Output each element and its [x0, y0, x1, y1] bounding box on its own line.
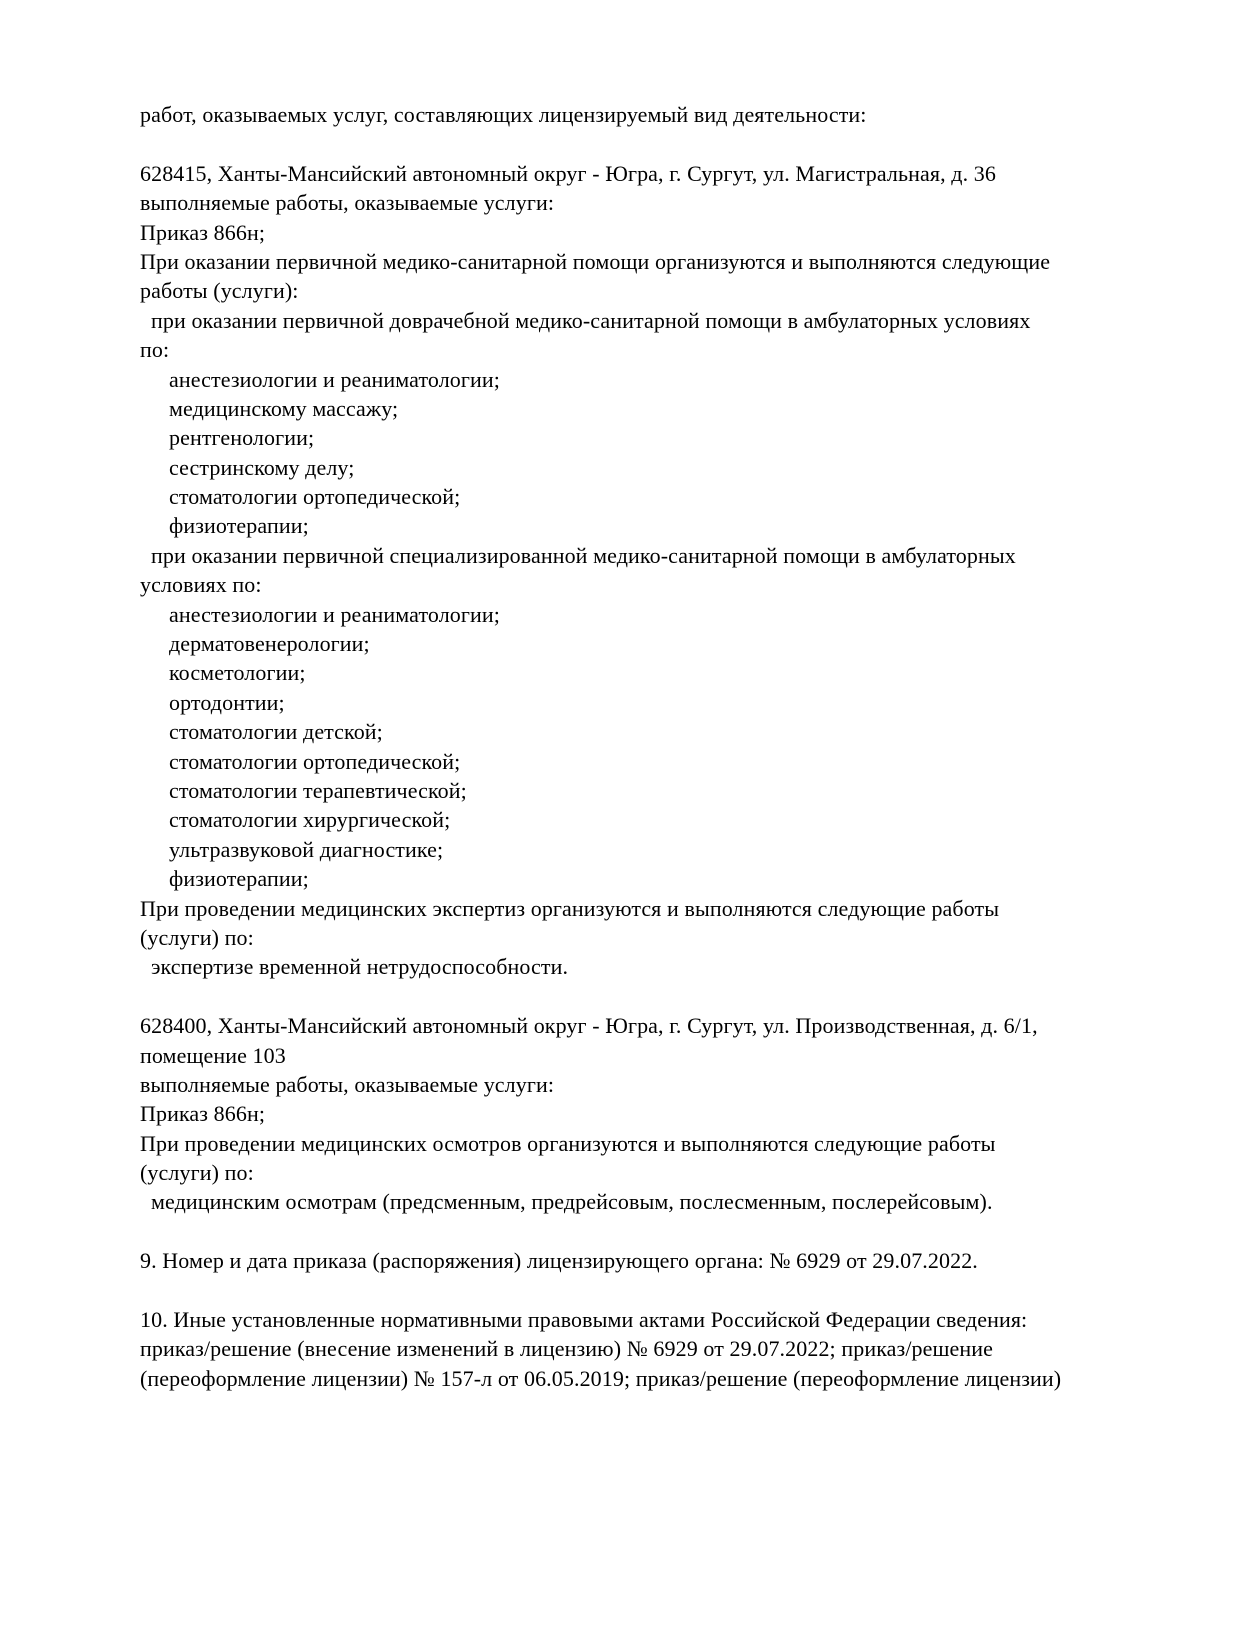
text-line: стоматологии терапевтической;: [169, 777, 467, 803]
text-line: Приказ 866н;: [140, 1101, 266, 1127]
text-line: приказ/решение (внесение изменений в лицензию) № 6929 от 29.07.2022; приказ/решение: [140, 1336, 994, 1362]
text-line: ультразвуковой диагностике;: [169, 836, 444, 862]
text-line: при оказании первичной доврачебной медико-санитарной помощи в амбулаторных условиях: [151, 307, 1031, 333]
text-line: (переоформление лицензии) № 157-л от 06.05.2019; приказ/решение (переоформление лицензии): [140, 1365, 1062, 1391]
text-line: косметологии;: [169, 660, 306, 686]
text-line: При проведении медицинских экспертиз организуются и выполняются следующие работы: [140, 895, 1000, 921]
text-line: физиотерапии;: [169, 513, 309, 539]
text-line: медицинским осмотрам (предсменным, предрейсовым, послесменным, послерейсовым).: [151, 1189, 993, 1215]
blank-line: [140, 1217, 1102, 1246]
text-line: 628400, Ханты-Мансийский автономный округ - Югра, г. Сургут, ул. Производственная, д. 6/1,: [140, 1013, 1038, 1039]
text-line: стоматологии ортопедической;: [169, 748, 461, 774]
text-line: экспертизе временной нетрудоспособности.: [151, 954, 569, 980]
text-line: помещение 103: [140, 1042, 286, 1068]
text-line: анестезиологии и реаниматологии;: [169, 601, 500, 627]
text-line: При оказании первичной медико-санитарной помощи организуются и выполняются следующие: [140, 248, 1051, 274]
text-line: при оказании первичной специализированной медико-санитарной помощи в амбулаторных: [151, 542, 1016, 568]
text-line: (услуги) по:: [140, 924, 254, 950]
text-line: 10. Иные установленные нормативными правовыми актами Российской Федерации сведения:: [140, 1307, 1028, 1333]
text-line: сестринскому делу;: [169, 454, 355, 480]
text-line: При проведении медицинских осмотров организуются и выполняются следующие работы: [140, 1130, 996, 1156]
text-line: стоматологии детской;: [169, 719, 383, 745]
text-line: выполняемые работы, оказываемые услуги:: [140, 190, 555, 216]
text-line: (услуги) по:: [140, 1160, 254, 1186]
text-line: условиях по:: [140, 572, 262, 598]
text-line: стоматологии хирургической;: [169, 807, 451, 833]
text-line: медицинскому массажу;: [169, 395, 399, 421]
document-text-block: [140, 100, 1102, 1393]
text-line: стоматологии ортопедической;: [169, 484, 461, 510]
text-line: по:: [140, 337, 170, 363]
text-line: 628415, Ханты-Мансийский автономный округ - Югра, г. Сургут, ул. Магистральная, д. 36: [140, 160, 996, 186]
text-line: дерматовенерологии;: [169, 631, 370, 657]
text-line: работы (услуги):: [140, 278, 299, 304]
text-line: выполняемые работы, оказываемые услуги:: [140, 1071, 555, 1097]
text-line: ортодонтии;: [169, 689, 285, 715]
text-line: 9. Номер и дата приказа (распоряжения) лицензирующего органа: № 6929 от 29.07.2022.: [140, 1248, 978, 1274]
blank-line: [140, 129, 1102, 158]
blank-line: [140, 982, 1102, 1011]
text-line: рентгенологии;: [169, 425, 315, 451]
text-line: физиотерапии;: [169, 866, 309, 892]
text-line: работ, оказываемых услуг, составляющих лицензируемый вид деятельности:: [140, 102, 867, 127]
text-line: анестезиологии и реаниматологии;: [169, 366, 500, 392]
text-line: Приказ 866н;: [140, 219, 266, 245]
blank-line: [140, 1276, 1102, 1305]
